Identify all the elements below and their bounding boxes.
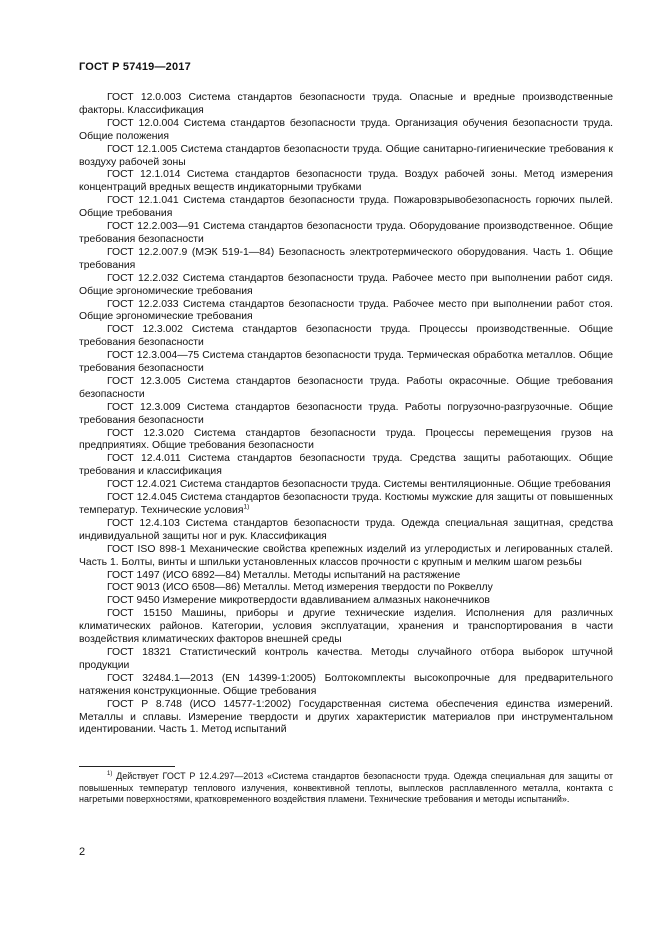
reference-item: ГОСТ 12.1.005 Система стандартов безопасности труда. Общие санитарно-гигиенические требования к воздуху рабочей зоны	[79, 143, 613, 168]
reference-item: ГОСТ 12.4.103 Система стандартов безопасности труда. Одежда специальная защитная, средства индивидуальной защиты ног и рук. Классификация	[79, 517, 613, 542]
reference-item: ГОСТ 12.3.002 Система стандартов безопасности труда. Процессы производственные. Общие требования безопасности	[79, 324, 613, 349]
footnote-divider	[79, 766, 175, 767]
footnote-ref-marker: 1)	[243, 503, 250, 511]
footnote-text: Действует ГОСТ Р 12.4.297—2013 «Система стандартов безопасности труда. Одежда специальная для защиты от повышенных температур теплового излучения, конвективной теплоты, выплесков расплавленного металла, контакта с нагретыми поверхностями, кратковременного воздействия пламени. Технические требования и методы испытаний».	[79, 771, 613, 805]
reference-item: ГОСТ 12.2.033 Система стандартов безопасности труда. Рабочее место при выполнении работ стоя. Общие эргономические требования	[79, 298, 613, 323]
document-header: ГОСТ Р 57419—2017	[79, 61, 191, 73]
reference-item: ГОСТ 12.0.004 Система стандартов безопасности труда. Организация обучения безопасности труда. Общие положения	[79, 117, 613, 142]
reference-item: ГОСТ 15150 Машины, приборы и другие технические изделия. Исполнения для различных климатических районов. Категории, условия эксплуатации, хранения и транспортирования в части воздействия климатических факторов внешней среды	[79, 608, 613, 646]
reference-item: ГОСТ 12.3.004—75 Система стандартов безопасности труда. Термическая обработка металлов. Общие требования безопасности	[79, 350, 613, 375]
reference-item: ГОСТ 12.3.020 Система стандартов безопасности труда. Процессы перемещения грузов на предприятиях. Общие требования безопасности	[79, 427, 613, 452]
reference-item: ГОСТ 12.2.007.9 (МЭК 519-1—84) Безопасность электротермического оборудования. Часть 1. Общие требования	[79, 246, 613, 271]
reference-item: ГОСТ 12.2.003—91 Система стандартов безопасности труда. Оборудование производственное. Общие требования безопасности	[79, 221, 613, 245]
reference-item: ГОСТ 9450 Измерение микротвердости вдавливанием алмазных наконечников	[107, 595, 490, 607]
reference-item: ГОСТ 12.1.041 Система стандартов безопасности труда. Пожаровзрывобезопасность горючих пылей. Общие требования	[79, 195, 613, 220]
footnote	[79, 771, 613, 806]
reference-item: ГОСТ 12.4.021 Система стандартов безопасности труда. Системы вентиляционные. Общие требования	[107, 479, 611, 491]
page-number: 2	[79, 846, 86, 858]
reference-item: ГОСТ 18321 Статистический контроль качества. Методы случайного отбора выборок штучной продукции	[79, 646, 613, 671]
reference-item: ГОСТ 1497 (ИСО 6892—84) Металлы. Методы испытаний на растяжение	[107, 569, 461, 581]
reference-item: ГОСТ 12.2.032 Система стандартов безопасности труда. Рабочее место при выполнении работ сидя. Общие эргономические требования	[79, 272, 613, 297]
reference-item: ГОСТ 12.3.005 Система стандартов безопасности труда. Работы окрасочные. Общие требования безопасности	[79, 375, 613, 400]
reference-item: ГОСТ 12.4.011 Система стандартов безопасности труда. Средства защиты работающих. Общие требования и классификация	[79, 453, 613, 478]
reference-item: ГОСТ 12.0.003 Система стандартов безопасности труда. Опасные и вредные производственные факторы. Классификация	[79, 92, 613, 116]
reference-item: ГОСТ 12.1.014 Система стандартов безопасности труда. Воздух рабочей зоны. Метод измерения концентраций вредных веществ индикаторными трубками	[79, 169, 613, 194]
reference-item: ГОСТ 32484.1—2013 (EN 14399-1:2005) Болтокомплекты высокопрочные для предварительного натяжения конструкционные. Общие требования	[79, 672, 613, 697]
footnote-marker: 1)	[107, 771, 113, 777]
reference-item: ГОСТ Р 8.748 (ИСО 14577-1:2002) Государственная система обеспечения единства измерений. Металлы и сплавы. Измерение твердости и других характеристик материалов при инструментальном идентировании. Часть 1. Метод испытаний	[79, 698, 613, 736]
reference-text: ГОСТ 12.4.045 Система стандартов безопасности труда. Костюмы мужские для защиты от повышенных температур. Технические условия	[79, 492, 613, 516]
reference-item-with-footnote	[79, 492, 613, 518]
reference-item: ГОСТ 12.3.009 Система стандартов безопасности труда. Работы погрузочно-разгрузочные. Общие требования безопасности	[79, 401, 613, 426]
references-list	[79, 92, 613, 737]
reference-item: ГОСТ ISO 898-1 Механические свойства крепежных изделий из углеродистых и легированных сталей. Часть 1. Болты, винты и шпильки установленных классов прочности с крупным и мелким шагом резьбы	[79, 543, 613, 568]
reference-item: ГОСТ 9013 (ИСО 6508—86) Металлы. Метод измерения твердости по Роквеллу	[107, 582, 493, 594]
